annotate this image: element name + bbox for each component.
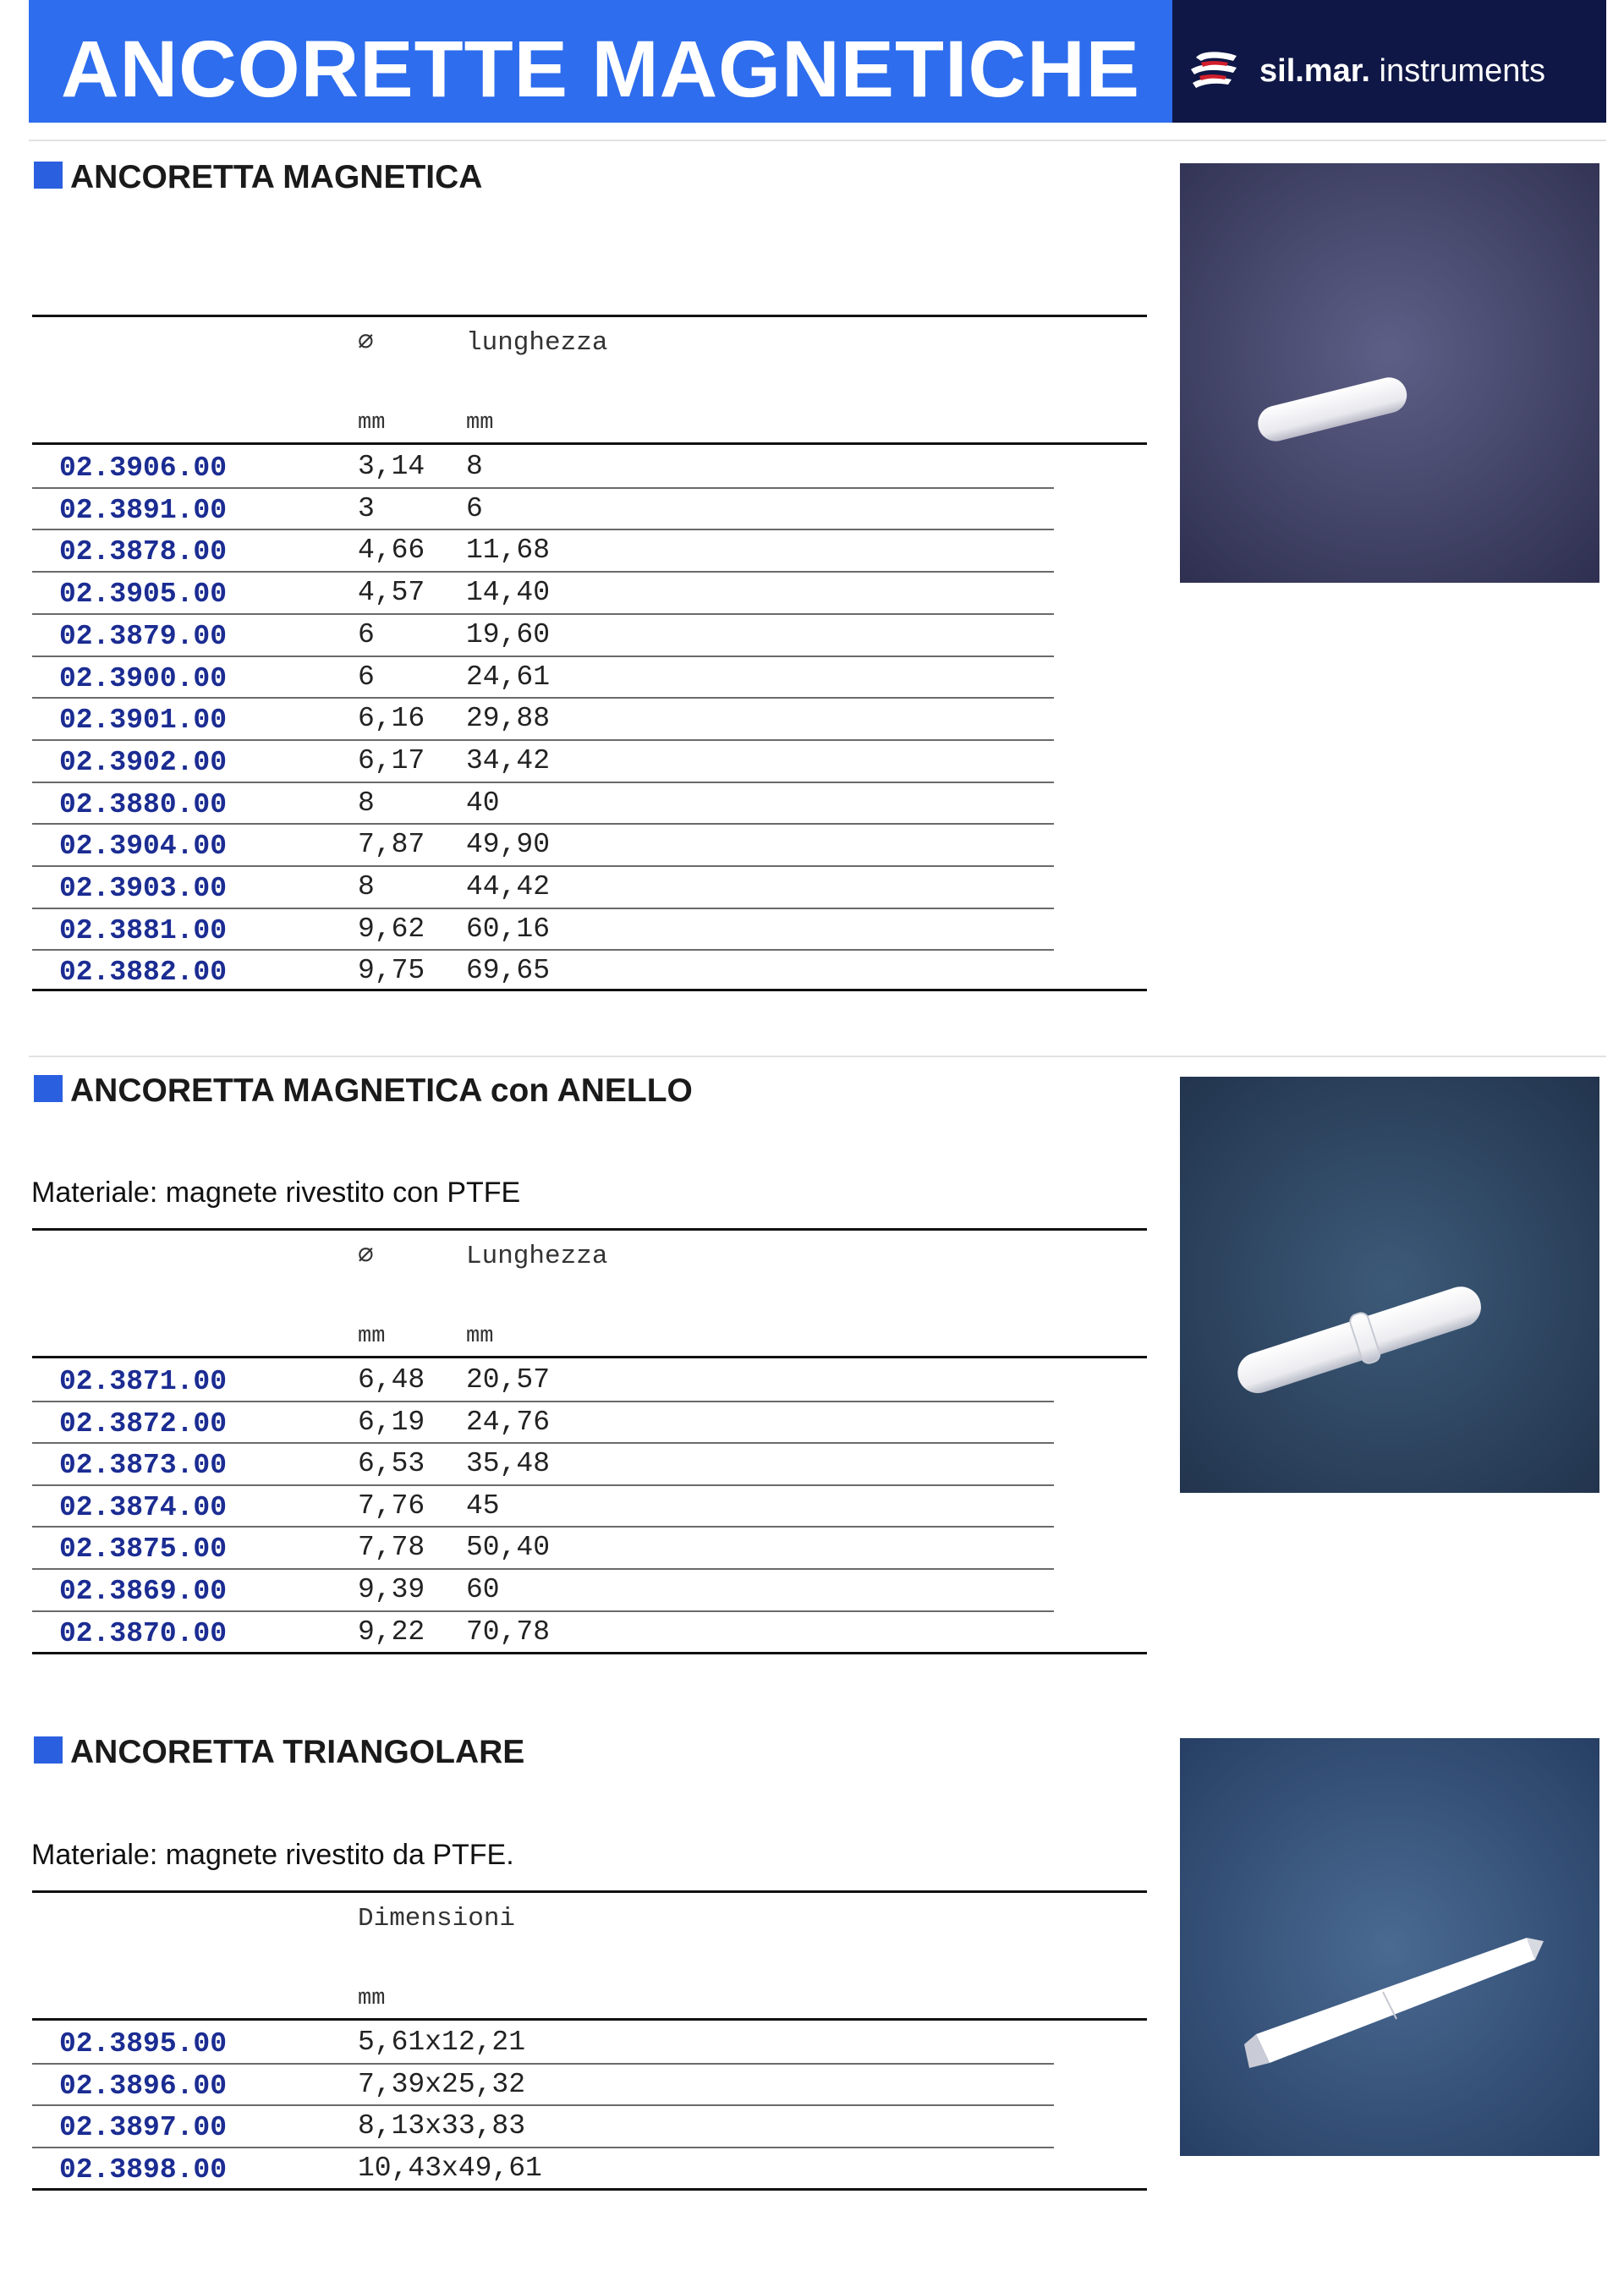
diameter-value: 4,66: [358, 535, 425, 567]
col-header-dimensions: Dimensioni: [358, 1904, 516, 1934]
dimensions-value: 8,13x33,83: [358, 2110, 526, 2142]
col-header-diameter: ⌀: [358, 1242, 374, 1271]
length-value: 20,57: [466, 1364, 551, 1396]
diameter-value: 6,53: [358, 1448, 425, 1480]
item-code: 02.3879.00: [59, 620, 228, 652]
table-top-rule: [32, 315, 1147, 317]
item-code: 02.3902.00: [59, 746, 228, 778]
item-code: 02.3905.00: [59, 579, 228, 611]
diameter-value: 9,62: [358, 913, 425, 945]
diameter-value: 6,16: [358, 703, 425, 735]
col-header-length: lunghezza: [466, 328, 608, 358]
length-value: 29,88: [466, 703, 551, 735]
row-divider: [32, 1568, 1054, 1570]
item-code: 02.3898.00: [59, 2153, 228, 2186]
row-divider: [32, 487, 1054, 489]
length-value: 24,76: [466, 1406, 551, 1438]
row-divider: [32, 865, 1054, 867]
item-code: 02.3878.00: [59, 536, 228, 568]
item-code: 02.3901.00: [59, 705, 228, 737]
item-code: 02.3881.00: [59, 914, 228, 946]
length-value: 14,40: [466, 577, 551, 609]
section-square-icon: [34, 1075, 63, 1102]
col-header-length: Lunghezza: [466, 1242, 608, 1271]
item-code: 02.3895.00: [59, 2028, 228, 2060]
diameter-value: 7,76: [358, 1489, 425, 1522]
table-top-rule: [32, 1890, 1147, 1893]
separator: [29, 1056, 1606, 1057]
item-code: 02.3904.00: [59, 831, 228, 863]
row-divider: [32, 1401, 1054, 1402]
length-value: 60: [466, 1574, 500, 1605]
section-title: ANCORETTA MAGNETICA: [70, 159, 483, 195]
diameter-value: 4,57: [358, 577, 425, 609]
item-code: 02.3874.00: [59, 1491, 228, 1523]
row-divider: [32, 529, 1054, 530]
row-divider: [32, 571, 1054, 573]
length-value: 19,60: [466, 618, 551, 650]
item-code: 02.3900.00: [59, 662, 228, 694]
diameter-value: 6,17: [358, 744, 425, 776]
length-value: 6: [466, 492, 483, 524]
diameter-value: 6: [358, 661, 375, 693]
col-unit-length: mm: [466, 410, 494, 436]
col-unit-length: mm: [466, 1324, 494, 1349]
item-code: 02.3903.00: [59, 873, 228, 904]
item-code: 02.3896.00: [59, 2070, 228, 2102]
row-divider: [32, 739, 1054, 741]
silmar-logo-icon: [1184, 49, 1243, 90]
row-divider: [32, 908, 1054, 909]
item-code: 02.3870.00: [59, 1617, 228, 1649]
col-unit-diameter: mm: [358, 410, 386, 436]
row-divider: [32, 2063, 1054, 2065]
length-value: 44,42: [466, 871, 551, 902]
table-bottom-rule: [32, 989, 1147, 991]
table-header-rule: [32, 1356, 1147, 1358]
row-divider: [32, 823, 1054, 825]
row-divider: [32, 1526, 1054, 1528]
row-divider: [32, 949, 1054, 951]
item-code: 02.3872.00: [59, 1407, 228, 1440]
item-code: 02.3882.00: [59, 957, 228, 989]
separator: [29, 140, 1606, 141]
diameter-value: 6,48: [358, 1364, 425, 1396]
length-value: 49,90: [466, 829, 551, 861]
length-value: 34,42: [466, 744, 551, 776]
row-divider: [32, 1610, 1054, 1612]
row-divider: [32, 1484, 1054, 1486]
diameter-value: 9,75: [358, 955, 425, 987]
row-divider: [32, 2104, 1054, 2106]
col-unit-dimensions: mm: [358, 1986, 386, 2011]
brand-name: [1259, 52, 1545, 90]
dimensions-value: 5,61x12,21: [358, 2027, 526, 2058]
length-value: 40: [466, 787, 500, 819]
section-title: ANCORETTA MAGNETICA con ANELLO: [70, 1072, 693, 1109]
length-value: 11,68: [466, 535, 551, 567]
row-divider: [32, 697, 1054, 699]
length-value: 8: [466, 451, 483, 482]
diameter-value: 7,78: [358, 1532, 425, 1564]
table-bottom-rule: [32, 1652, 1147, 1654]
length-value: 50,40: [466, 1532, 551, 1564]
row-divider: [32, 613, 1054, 615]
table-bottom-rule: [32, 2188, 1147, 2191]
row-divider: [32, 782, 1054, 783]
diameter-value: 6: [358, 618, 375, 650]
diameter-value: 7,87: [358, 829, 425, 861]
material-note: Materiale: magnete rivestito con PTFE: [31, 1177, 521, 1209]
length-value: 70,78: [466, 1615, 551, 1648]
length-value: 35,48: [466, 1448, 551, 1480]
length-value: 69,65: [466, 955, 551, 987]
length-value: 45: [466, 1489, 500, 1522]
diameter-value: 9,39: [358, 1574, 425, 1605]
diameter-value: 8: [358, 787, 375, 819]
material-note: Materiale: magnete rivestito da PTFE.: [31, 1839, 514, 1871]
row-divider: [32, 1442, 1054, 1444]
table-top-rule: [32, 1228, 1147, 1231]
section-square-icon: [34, 162, 63, 189]
brand-name-bold: sil.mar.: [1259, 53, 1370, 89]
table-header-rule: [32, 442, 1147, 445]
col-unit-diameter: mm: [358, 1324, 386, 1349]
product-photo-triangular-stirring-bar: [1180, 1738, 1599, 2156]
length-value: 24,61: [466, 661, 551, 693]
item-code: 02.3873.00: [59, 1450, 228, 1482]
item-code: 02.3891.00: [59, 494, 228, 526]
row-divider: [32, 2147, 1054, 2148]
item-code: 02.3875.00: [59, 1533, 228, 1566]
diameter-value: 9,22: [358, 1615, 425, 1648]
product-photo-stirring-bar: [1180, 163, 1599, 583]
col-header-diameter: ⌀: [358, 328, 374, 358]
item-code: 02.3897.00: [59, 2112, 228, 2143]
diameter-value: 8: [358, 871, 375, 902]
length-value: 60,16: [466, 913, 551, 945]
diameter-value: 3,14: [358, 451, 425, 482]
section-square-icon: [34, 1736, 63, 1764]
diameter-value: 6,19: [358, 1406, 425, 1438]
diameter-value: 3: [358, 492, 375, 524]
table-header-rule: [32, 2018, 1147, 2021]
item-code: 02.3880.00: [59, 788, 228, 820]
product-photo-ring-stirring-bar: [1180, 1077, 1599, 1493]
page-title: ANCORETTE MAGNETICHE: [60, 25, 1141, 114]
item-code: 02.3906.00: [59, 453, 228, 484]
dimensions-value: 7,39x25,32: [358, 2068, 526, 2100]
item-code: 02.3871.00: [59, 1366, 228, 1397]
section-title: ANCORETTA TRIANGOLARE: [70, 1734, 525, 1770]
dimensions-value: 10,43x49,61: [358, 2152, 542, 2184]
row-divider: [32, 656, 1054, 657]
brand-name-light: instruments: [1369, 53, 1545, 89]
item-code: 02.3869.00: [59, 1576, 228, 1607]
